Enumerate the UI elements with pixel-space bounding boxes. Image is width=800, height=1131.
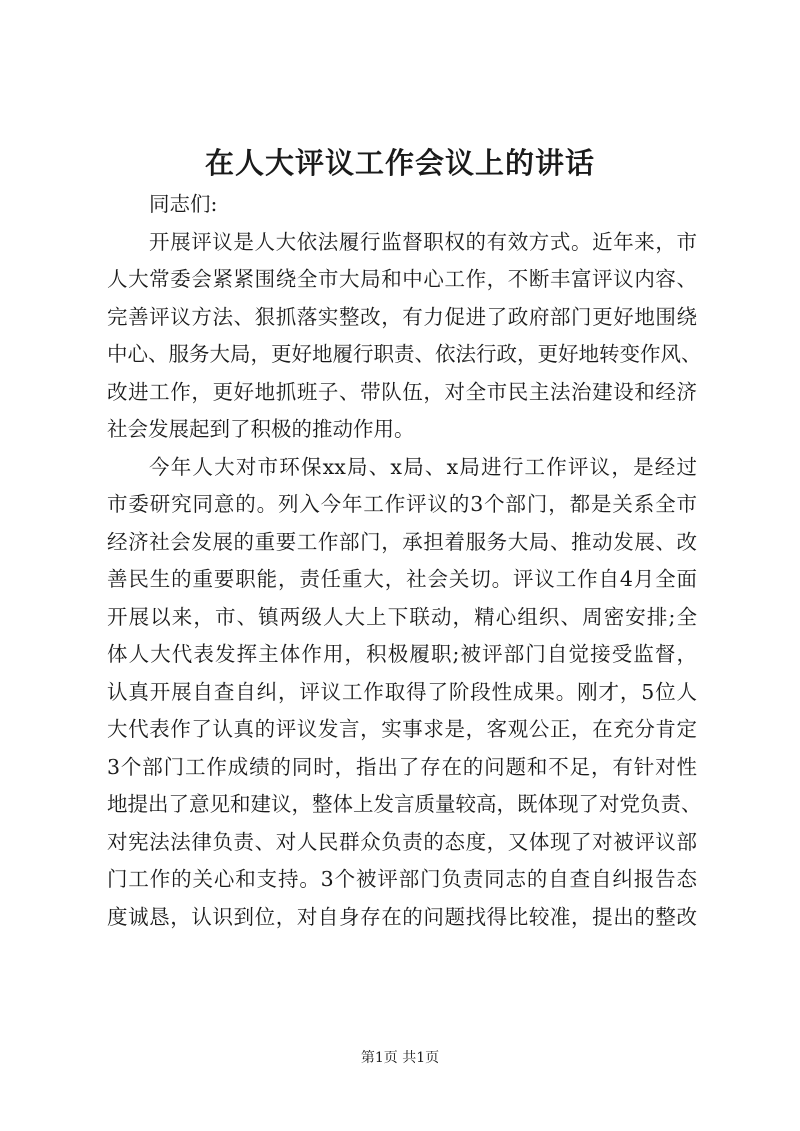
salutation-line: 同志们: (149, 192, 218, 216)
page-footer: 第1页 共1页 (360, 1050, 440, 1066)
paragraph-1-line-5: 改进工作，更好地抓班子、带队伍，对全市民主法治建设和经济 (107, 379, 697, 404)
paragraph-2-line-13: 度诚恳，认识到位，对自身存在的问题找得比较准，提出的整改 (107, 904, 697, 929)
paragraph-2-line-10: 地提出了意见和建议，整体上发言质量较高，既体现了对党负责、 (107, 792, 702, 816)
paragraph-1-line-3: 完善评议方法、狠抓落实整改，有力促进了政府部门更好地围绕 (107, 304, 697, 329)
paragraph-1-line-6: 社会发展起到了积极的推动作用。 (107, 417, 415, 441)
paragraph-2-line-8: 大代表作了认真的评议发言，实事求是，客观公正，在充分肯定 (107, 717, 697, 741)
document-title: 在人大评议工作会议上的讲话 (204, 146, 595, 180)
paragraph-2-line-9: 3个部门工作成绩的同时，指出了存在的问题和不足，有针对性 (107, 754, 697, 779)
paragraph-2-line-6: 体人大代表发挥主体作用，积极履职;被评部门自觉接受监督， (107, 642, 697, 666)
paragraph-2-line-4: 善民生的重要职能，责任重大，社会关切。评议工作自4月全面 (107, 567, 697, 591)
paragraph-2-line-2: 市委研究同意的。列入今年工作评议的3个部门，都是关系全市 (107, 492, 697, 516)
paragraph-1-line-4: 中心、服务大局，更好地履行职责、依法行政，更好地转变作风、 (107, 342, 702, 366)
paragraph-2-line-12: 门工作的关心和支持。3个被评部门负责同志的自查自纠报告态 (107, 867, 697, 891)
paragraph-2-line-1: 今年人大对市环保xx局、x局、x局进行工作评议，是经过 (149, 454, 697, 479)
paragraph-2-line-7: 认真开展自查自纠，评议工作取得了阶段性成果。刚才，5位人 (107, 679, 697, 704)
paragraph-1-line-2: 人大常委会紧紧围绕全市大局和中心工作，不断丰富评议内容、 (107, 267, 697, 291)
document-body (107, 186, 702, 936)
paragraph-2-line-3: 经济社会发展的重要工作部门，承担着服务大局、推动发展、改 (107, 529, 697, 554)
paragraph-2-line-11: 对宪法法律负责、对人民群众负责的态度，又体现了对被评议部 (107, 829, 697, 854)
paragraph-2-line-5: 开展以来，市、镇两级人大上下联动，精心组织、周密安排;全 (107, 604, 697, 629)
paragraph-1-line-1: 开展评议是人大依法履行监督职权的有效方式。近年来，市 (149, 229, 697, 254)
